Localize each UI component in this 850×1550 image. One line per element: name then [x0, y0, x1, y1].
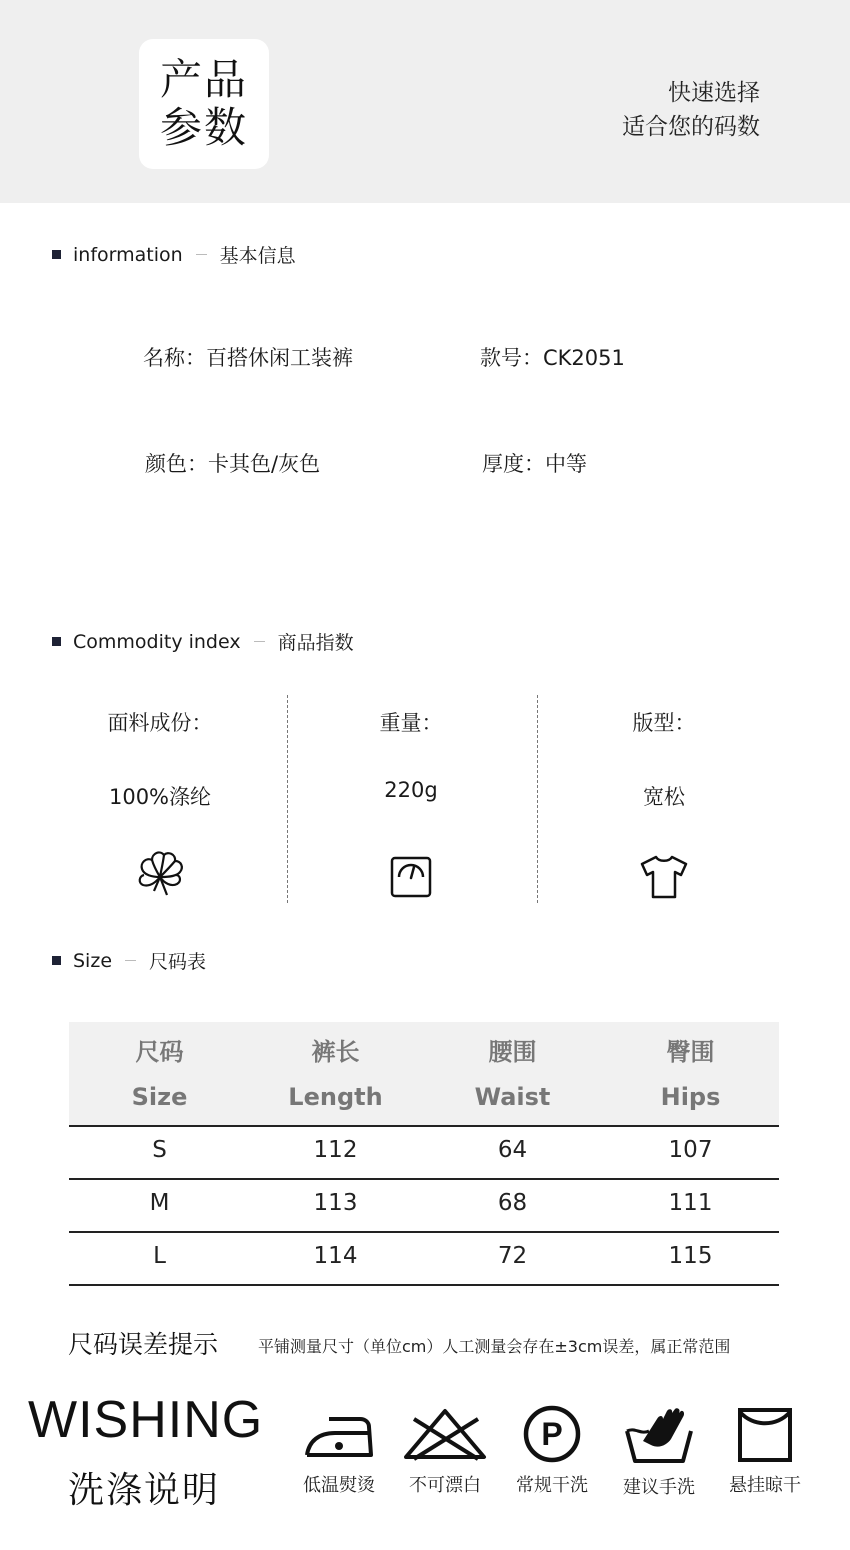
table-row: [69, 1178, 779, 1231]
title-line-2: 参数: [159, 103, 248, 152]
care-item-hang-dry: [710, 1405, 820, 1497]
size-error-title: 尺码误差提示: [68, 1330, 219, 1359]
table-row: [69, 1125, 779, 1178]
info-heading-en: information: [73, 243, 183, 266]
cotton-icon: [130, 847, 190, 907]
fabric-column: [35, 695, 285, 905]
iron-icon: [299, 1405, 379, 1463]
size-heading-cn: 尺码表: [149, 951, 207, 973]
care-label: 常规干洗: [516, 1475, 588, 1496]
header-size-cn: 尺码: [135, 1038, 184, 1066]
cell-size: L: [153, 1243, 166, 1269]
tshirt-icon: [634, 847, 694, 907]
table-bottom-rule: [69, 1284, 779, 1286]
cell-length: 112: [313, 1137, 358, 1163]
no-bleach-icon: [400, 1405, 490, 1463]
care-item-dry-clean: [497, 1405, 607, 1497]
care-label: 建议手洗: [623, 1477, 695, 1498]
commodity-heading-en: Commodity index: [73, 630, 241, 653]
cell-hips: 111: [668, 1190, 713, 1216]
size-table: [69, 1022, 779, 1286]
table-row: [69, 1231, 779, 1284]
svg-text:P: P: [541, 1416, 563, 1452]
bullet-square: [52, 250, 61, 259]
product-name: 名称：百搭休闲工装裤: [143, 346, 353, 370]
size-error-text: 平铺测量尺寸（单位cm）人工测量会存在±3cm误差，属正常范围: [258, 1337, 731, 1356]
fabric-label: 面料成份：: [107, 711, 213, 735]
care-label: 悬挂晾干: [729, 1475, 801, 1496]
commodity-heading-cn: 商品指数: [277, 632, 354, 654]
title-box: [139, 39, 269, 169]
weight-label: 重量：: [379, 711, 443, 735]
product-color: 颜色：卡其色/灰色: [145, 452, 321, 476]
hand-wash-icon: [623, 1405, 695, 1465]
quick-line-2: 适合您的码数: [622, 114, 760, 140]
header-waist-cn: 腰围: [488, 1038, 537, 1066]
heading-dash: [125, 960, 136, 961]
header-length-en: Length: [288, 1083, 383, 1111]
scale-icon: [381, 847, 441, 907]
cell-hips: 107: [668, 1137, 713, 1163]
wash-title: 洗涤说明: [68, 1470, 221, 1511]
header-hips-en: Hips: [660, 1083, 721, 1111]
cell-length: 114: [313, 1243, 358, 1269]
care-item-hand-wash: [604, 1405, 714, 1499]
cell-waist: 72: [497, 1243, 528, 1269]
header-hips-cn: 臀围: [666, 1038, 715, 1066]
cell-waist: 68: [497, 1190, 528, 1216]
heading-dash: [196, 254, 207, 255]
quick-select-text: [622, 76, 760, 144]
header-banner: [0, 0, 850, 203]
header-length-cn: 裤长: [311, 1038, 360, 1066]
cell-hips: 115: [668, 1243, 713, 1269]
weight-column: [286, 695, 536, 905]
cell-waist: 64: [497, 1137, 528, 1163]
size-table-header: [69, 1022, 779, 1125]
hang-dry-icon: [735, 1405, 795, 1463]
care-label: 不可漂白: [409, 1475, 481, 1496]
fit-column: [539, 695, 789, 905]
fabric-value: 100%涤纶: [108, 785, 212, 809]
care-item-iron: [284, 1405, 394, 1497]
cell-length: 113: [313, 1190, 358, 1216]
dry-clean-icon: [521, 1405, 583, 1463]
quick-line-1: 快速选择: [668, 80, 760, 106]
header-waist-en: Waist: [474, 1083, 551, 1111]
product-thickness: 厚度：中等: [482, 452, 587, 476]
care-label: 低温熨烫: [303, 1475, 375, 1496]
bullet-square: [52, 956, 61, 965]
info-heading-cn: 基本信息: [219, 245, 296, 267]
heading-dash: [254, 641, 265, 642]
fit-value: 宽松: [643, 785, 685, 809]
column-divider: [537, 695, 538, 903]
title-line-1: 产品: [159, 55, 248, 104]
fit-label: 版型：: [632, 711, 696, 735]
header-size-en: Size: [131, 1083, 188, 1111]
care-item-no-bleach: [390, 1405, 500, 1497]
size-heading-en: Size: [73, 949, 113, 972]
size-section-heading: [52, 947, 206, 974]
product-model: 款号：CK2051: [480, 346, 625, 370]
info-section-heading: [52, 241, 296, 268]
cell-size: M: [149, 1190, 170, 1216]
commodity-section-heading: [52, 628, 354, 655]
bullet-square: [52, 637, 61, 646]
cell-size: S: [152, 1137, 167, 1163]
weight-value: 220g: [384, 778, 438, 802]
brand-wordmark: WISHING: [28, 1391, 264, 1449]
